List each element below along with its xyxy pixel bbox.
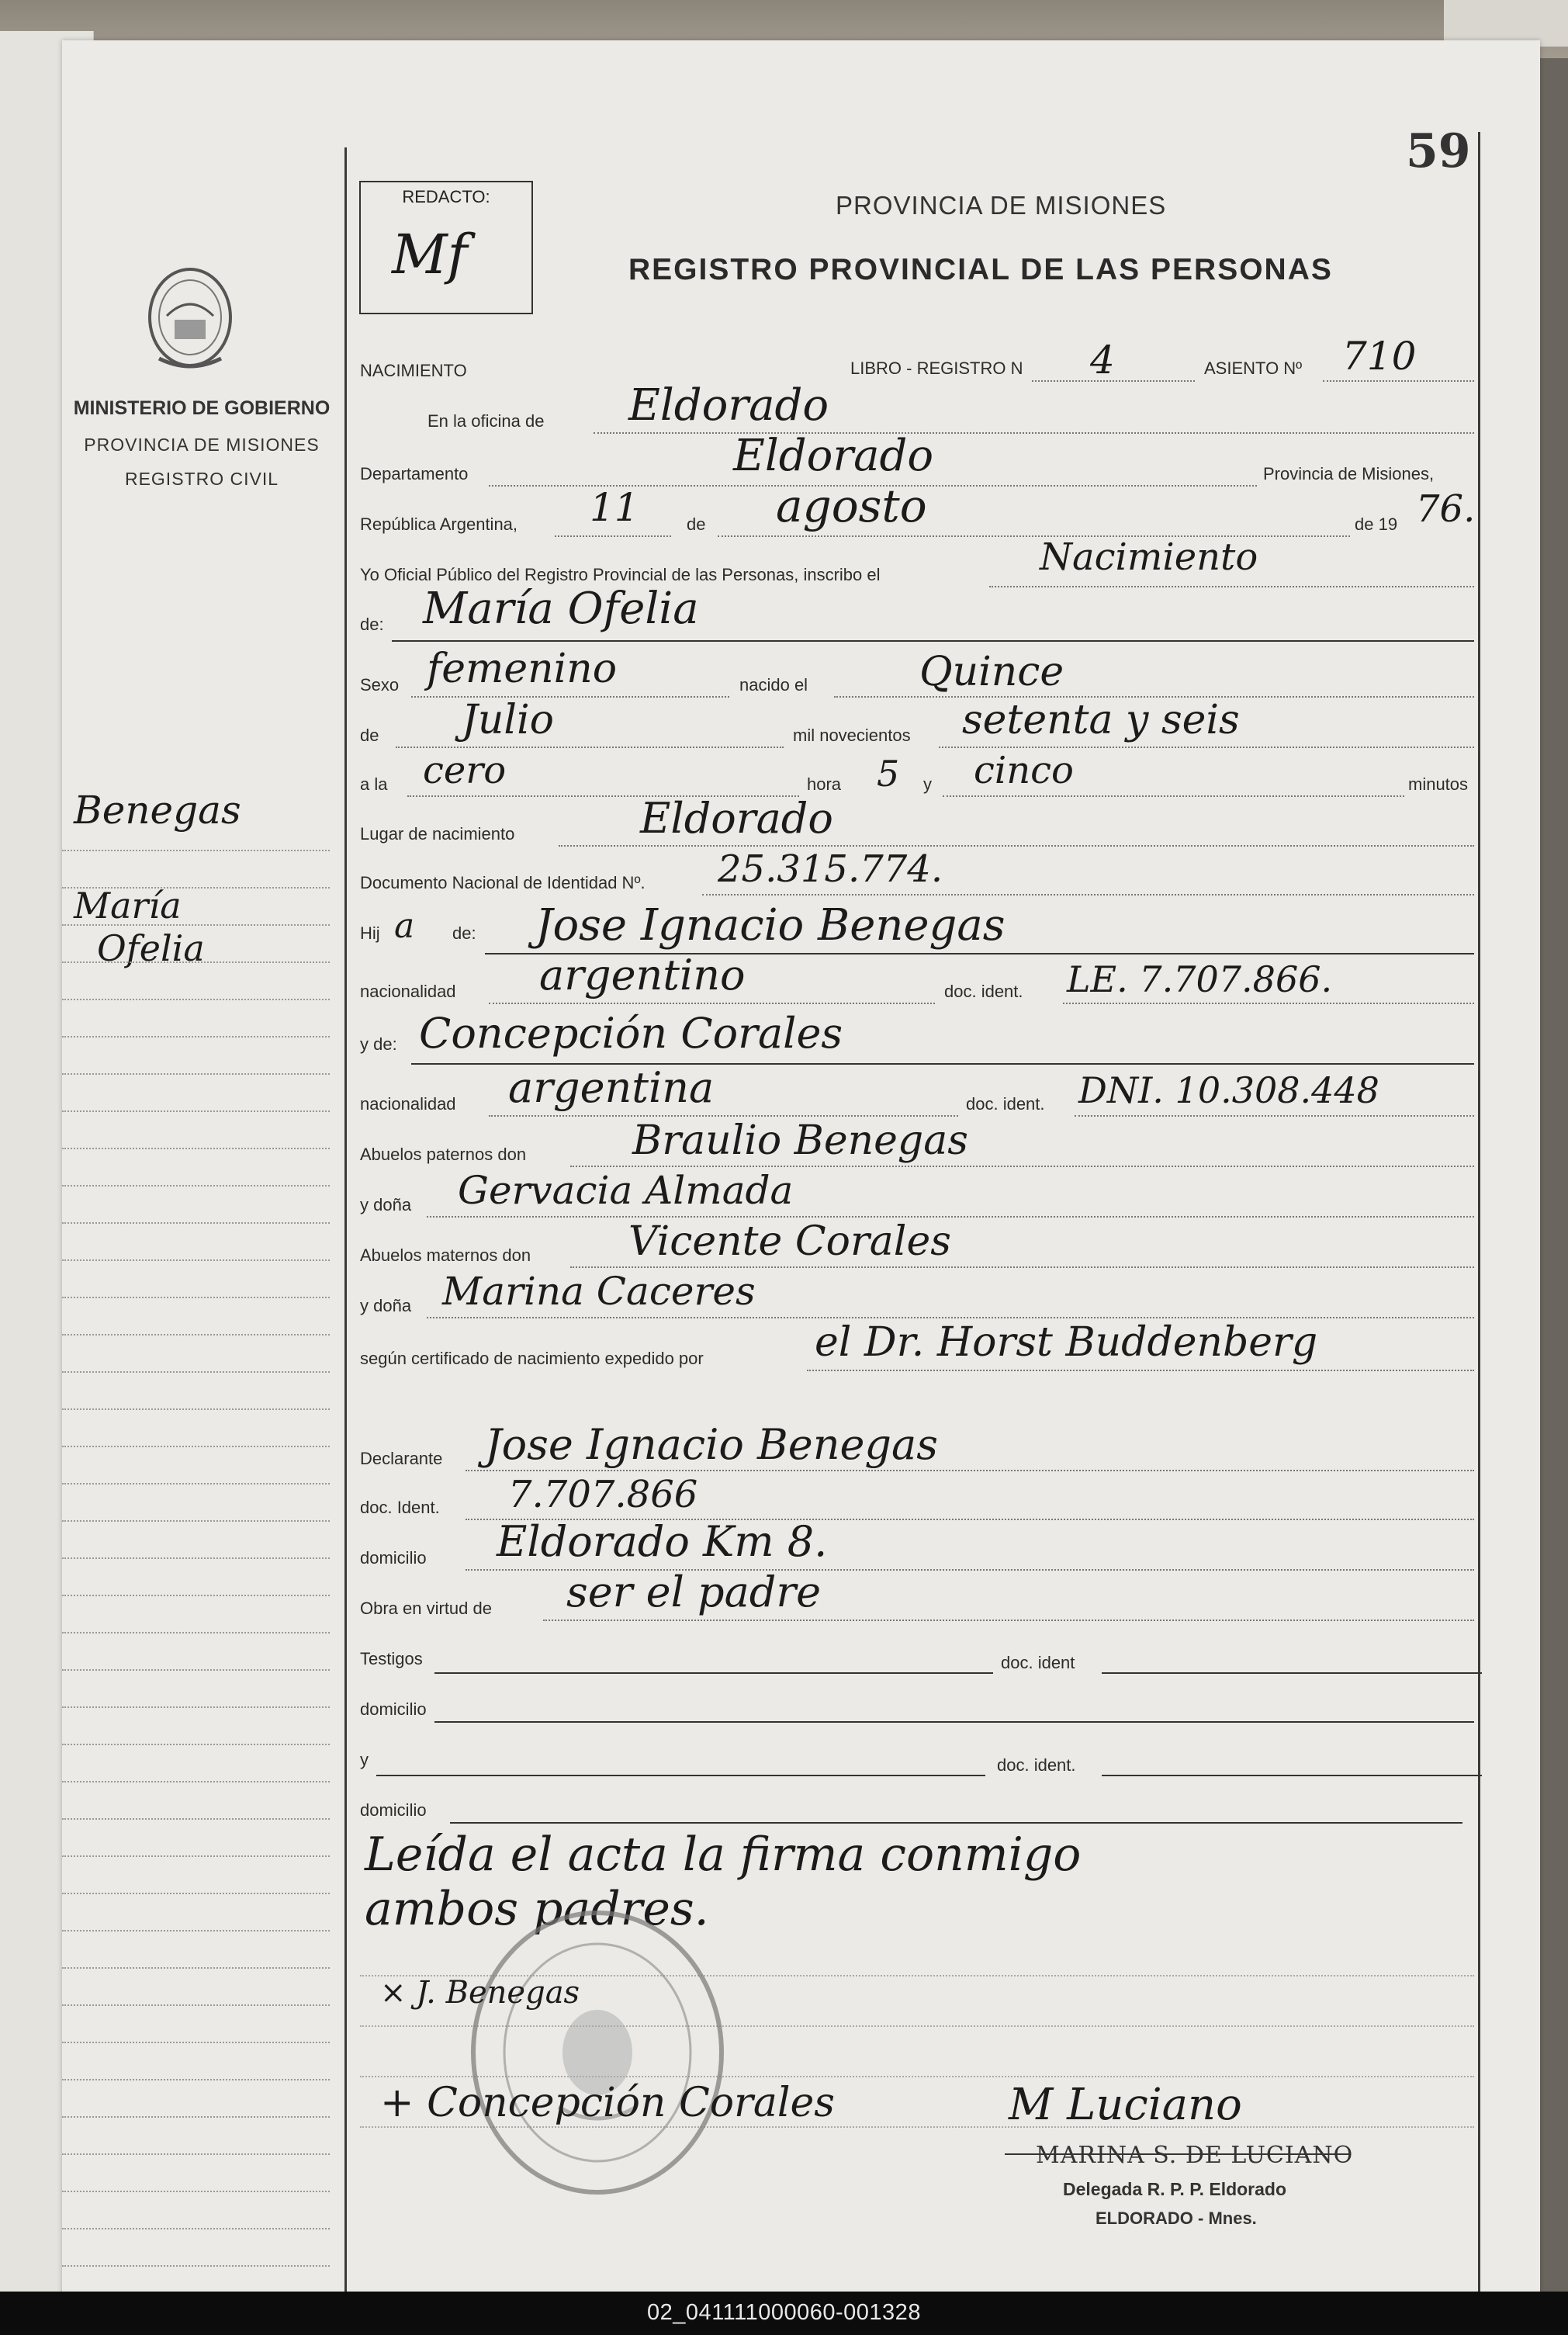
margin-line	[62, 850, 330, 851]
dni-label: Documento Nacional de Identidad Nº.	[360, 873, 646, 892]
margin-line	[62, 2116, 330, 2118]
province-heading: PROVINCIA DE MISIONES	[836, 191, 1167, 220]
hora-value: 5	[877, 753, 900, 795]
a-la-label: a la	[360, 774, 388, 794]
obra-value: ser el padre	[566, 1568, 822, 1616]
abuelos-paternos-label: Abuelos paternos don	[360, 1145, 527, 1164]
hora-label: hora	[807, 774, 842, 794]
y-dona-pat-label: y doña	[360, 1195, 412, 1214]
obra-label: Obra en virtud de	[360, 1599, 492, 1618]
margin-line	[62, 999, 330, 1000]
domicilio-value: Eldorado Km 8.	[497, 1517, 828, 1566]
margin-line	[62, 1818, 330, 1820]
margin-line	[62, 1371, 330, 1373]
margin-line	[62, 961, 330, 963]
footer-bar	[0, 2292, 1568, 2335]
nacimiento-label: NACIMIENTO	[360, 361, 467, 380]
margin-line	[62, 1855, 330, 1857]
nombre-line	[392, 640, 1474, 642]
abuelos-maternos-label: Abuelos maternos don	[360, 1245, 531, 1265]
yo-oficial-label: Yo Oficial Público del Registro Provincial de las Personas, inscribo el	[360, 565, 881, 584]
minutos-label: minutos	[1408, 774, 1469, 794]
coat-of-arms-icon	[140, 262, 241, 378]
registry-stamp-icon	[466, 1905, 729, 2200]
oficina-value: Eldorado	[628, 380, 829, 431]
margin-line	[62, 2042, 330, 2043]
margin-line	[62, 1334, 330, 1336]
margin-line	[62, 2265, 330, 2267]
margin-line	[62, 1893, 330, 1894]
y-label: y	[923, 774, 932, 794]
margin-line	[62, 1222, 330, 1224]
margin-line	[62, 1520, 330, 1522]
nacionalidad-madre-label: nacionalidad	[360, 1094, 456, 1114]
declarante-line	[466, 1470, 1474, 1471]
page-number: 59	[1406, 124, 1471, 178]
segun-label: según certificado de nacimiento expedido por	[360, 1349, 704, 1368]
dia-value: 11	[590, 485, 639, 530]
hij-suffix: a	[394, 906, 415, 946]
oficina-line	[594, 432, 1474, 434]
nombre-value: María Ofelia	[423, 584, 699, 634]
ministry-province: PROVINCIA DE MISIONES	[84, 435, 320, 455]
registry-heading: REGISTRO PROVINCIAL DE LAS PERSONAS	[628, 253, 1333, 286]
margin-line	[62, 1446, 330, 1447]
margin-line	[62, 887, 330, 889]
abuela-pat-value: Gervacia Almada	[458, 1168, 794, 1213]
libro-value: 4	[1090, 338, 1115, 383]
margin-line	[62, 1669, 330, 1671]
margin-line	[62, 1557, 330, 1559]
acto-line	[989, 586, 1474, 587]
background-corner	[1444, 0, 1568, 47]
margin-given-2: Ofelia	[97, 927, 205, 969]
abuela-mat-line	[427, 1317, 1474, 1318]
margin-line	[62, 1036, 330, 1038]
padre-value: Jose Ignacio Benegas	[535, 900, 1006, 951]
asiento-value: 710	[1342, 334, 1417, 379]
domicilio-testigo2-line	[450, 1822, 1462, 1824]
domicilio-label: domicilio	[360, 1548, 427, 1568]
margin-given-1: María	[74, 885, 182, 927]
signature-father: × J. Benegas	[380, 1975, 580, 2011]
de-19-label: de 19	[1355, 514, 1398, 534]
ministry-civil-registry: REGISTRO CIVIL	[124, 469, 279, 489]
margin-line	[62, 2079, 330, 2080]
obra-line	[543, 1620, 1474, 1621]
lugar-label: Lugar de nacimiento	[360, 824, 515, 844]
hij-de-label: de:	[452, 923, 476, 943]
sexo-value: femenino	[427, 646, 618, 692]
acto-value: Nacimiento	[1040, 535, 1258, 579]
de-label: de	[687, 514, 706, 534]
doc-declarante-value: 7.707.866	[508, 1473, 698, 1516]
hij-label: Hij	[360, 923, 380, 943]
y-testigo-label: y	[360, 1750, 369, 1769]
doc-padre-value: LE. 7.707.866.	[1067, 958, 1333, 1000]
margin-line	[62, 2191, 330, 2192]
de-mes-label: de	[360, 726, 379, 745]
margin-line	[62, 924, 330, 926]
nac-padre-value: argentino	[539, 951, 746, 999]
margin-line	[62, 1483, 330, 1484]
margin-line	[62, 2228, 330, 2229]
certificado-line	[807, 1370, 1474, 1371]
doc-testigo2-line	[1102, 1775, 1482, 1776]
nac-madre-line	[489, 1115, 958, 1117]
margin-line	[62, 1073, 330, 1075]
margin-line	[62, 2004, 330, 2006]
doc-madre-line	[1075, 1115, 1474, 1117]
nacido-el-label: nacido el	[739, 675, 808, 695]
abuelo-pat-value: Braulio Benegas	[632, 1117, 968, 1164]
anio-nac-line	[939, 747, 1474, 748]
register-sheet	[62, 40, 1540, 2300]
nac-madre-value: argentina	[508, 1063, 715, 1112]
signature-mother: + Concepción Corales	[380, 2080, 835, 2126]
y-dona-mat-label: y doña	[360, 1296, 412, 1315]
observacion-line-1: Leída el acta la firma conmigo	[365, 1827, 1082, 1882]
observacion-line-2: ambos padres.	[365, 1882, 709, 1936]
mil-novecientos-label: mil novecientos	[793, 726, 911, 745]
sexo-line	[411, 696, 729, 698]
declarante-value: Jose Ignacio Benegas	[485, 1420, 938, 1469]
departamento-label: Departamento	[360, 464, 469, 483]
domicilio-testigo2-label: domicilio	[360, 1800, 427, 1820]
doc-madre-label: doc. ident.	[966, 1094, 1045, 1114]
doc-madre-value: DNI. 10.308.448	[1078, 1069, 1379, 1111]
redacto-label: REDACTO:	[402, 187, 490, 206]
lugar-value: Eldorado	[640, 794, 833, 843]
margin-line	[62, 1781, 330, 1782]
asiento-line	[1323, 380, 1474, 382]
margin-line	[62, 1110, 330, 1112]
redacto-box	[359, 181, 533, 314]
left-border-line	[344, 147, 347, 2297]
margin-line	[62, 1632, 330, 1633]
anio-value: 76.	[1416, 487, 1476, 531]
madre-value: Concepción Corales	[419, 1009, 843, 1058]
minutos-line	[943, 795, 1404, 797]
declarante-label: Declarante	[360, 1449, 443, 1468]
libro-label: LIBRO - REGISTRO N	[850, 359, 1023, 378]
mes-value: agosto	[776, 480, 927, 532]
doc-testigo-label: doc. ident	[1001, 1653, 1075, 1672]
provincia-label: Provincia de Misiones,	[1263, 464, 1435, 483]
testigos-label: Testigos	[360, 1649, 423, 1668]
doc-declarante-label: doc. Ident.	[360, 1498, 440, 1517]
margin-line	[62, 1744, 330, 1745]
abuelo-mat-value: Vicente Corales	[628, 1218, 951, 1265]
nacionalidad-padre-label: nacionalidad	[360, 982, 456, 1001]
archive-code: 02_041111000060-001328	[647, 2300, 921, 2325]
signature-official: M Luciano	[1009, 2080, 1242, 2130]
ministry-title: MINISTERIO DE GOBIERNO	[73, 397, 331, 419]
nac-padre-line	[489, 1003, 935, 1004]
dni-line	[702, 894, 1474, 896]
mes-nac-value: Julio	[462, 697, 554, 743]
doc-testigo2-label: doc. ident.	[997, 1755, 1076, 1775]
official-title: Delegada R. P. P. Eldorado	[1063, 2179, 1287, 2199]
margin-line	[62, 1259, 330, 1261]
margin-line	[62, 1408, 330, 1410]
doc-padre-line	[1063, 1003, 1474, 1004]
minutos-value: cinco	[974, 749, 1074, 792]
right-border-line	[1478, 132, 1480, 2297]
margin-line	[62, 1967, 330, 1969]
testigos-line	[434, 1672, 993, 1674]
y-de-label: y de:	[360, 1034, 397, 1054]
sexo-label: Sexo	[360, 675, 400, 695]
official-place: ELDORADO - Mnes.	[1096, 2209, 1257, 2228]
dia-line	[555, 535, 671, 537]
lugar-line	[559, 845, 1474, 847]
dni-value: 25.315.774.	[718, 847, 943, 891]
anio-nac-value: setenta y seis	[962, 697, 1240, 743]
margin-line	[62, 1185, 330, 1187]
abuela-pat-line	[427, 1216, 1474, 1218]
doc-testigo-line	[1102, 1672, 1482, 1674]
dia-nac-value: Quince	[919, 649, 1064, 695]
republica-label: República Argentina,	[360, 514, 518, 534]
official-name: MARINA S. DE LUCIANO	[1036, 2142, 1354, 2169]
mes-nac-line	[396, 747, 784, 748]
abuelo-pat-line	[570, 1166, 1474, 1167]
de-nombre-label: de:	[360, 615, 384, 634]
margin-line	[62, 1706, 330, 1708]
margin-line	[62, 1148, 330, 1149]
margin-line	[62, 2153, 330, 2155]
asiento-label: ASIENTO Nº	[1204, 359, 1303, 378]
departamento-value: Eldorado	[733, 431, 934, 481]
a-la-value: cero	[423, 749, 507, 792]
testigo2-line	[376, 1775, 985, 1776]
margin-surname: Benegas	[74, 788, 241, 833]
margin-line	[62, 1595, 330, 1596]
certificado-value: el Dr. Horst Buddenberg	[815, 1319, 1318, 1366]
margin-line	[62, 1297, 330, 1298]
redacto-initials: Mf	[392, 223, 468, 286]
abuelo-mat-line	[570, 1266, 1474, 1268]
abuela-mat-value: Marina Caceres	[442, 1269, 756, 1314]
oficina-label: En la oficina de	[427, 411, 545, 431]
margin-line	[62, 1930, 330, 1931]
doc-padre-label: doc. ident.	[944, 982, 1023, 1001]
domicilio-testigo-line	[434, 1721, 1474, 1723]
domicilio-testigo-label: domicilio	[360, 1699, 427, 1719]
